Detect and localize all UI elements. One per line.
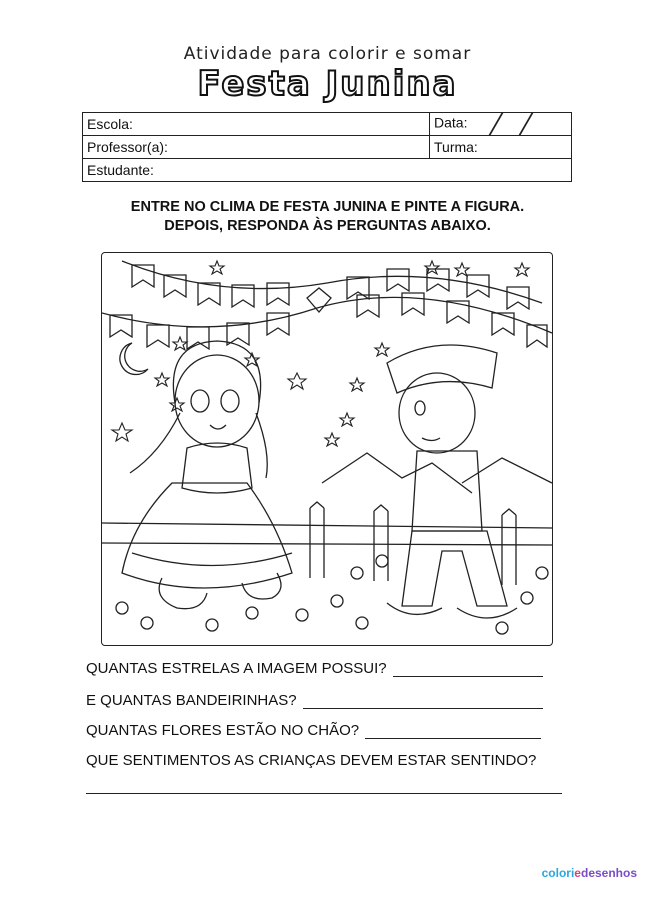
instruction-line-2: DEPOIS, RESPONDA ÀS PERGUNTAS ABAIXO. (164, 218, 491, 234)
teacher-field[interactable] (83, 136, 430, 159)
question-2-text: E QUANTAS BANDEIRINHAS? (86, 692, 297, 709)
girl-figure (122, 341, 292, 609)
question-1-text: QUANTAS ESTRELAS A IMAGEM POSSUI? (86, 660, 387, 677)
instructions (0, 198, 655, 236)
question-2 (86, 692, 543, 709)
teacher-label: Professor(a): (87, 139, 168, 155)
page-title: Festa Junina (197, 64, 458, 104)
instruction-line-1: ENTRE NO CLIMA DE FESTA JUNINA E PINTE A FIGURA. (130, 199, 525, 215)
answer-line-2[interactable] (303, 707, 543, 709)
answer-line-4[interactable] (86, 793, 562, 794)
question-1 (86, 660, 543, 677)
festa-junina-drawing (102, 253, 552, 645)
date-label: Data: (434, 114, 468, 131)
logo-part-3: desenhos (580, 866, 637, 880)
question-3-text: QUANTAS FLORES ESTÃO NO CHÃO? (86, 722, 360, 739)
student-field[interactable] (83, 159, 572, 182)
question-3 (86, 722, 541, 739)
fence (102, 502, 552, 585)
logo-part-2: e (574, 866, 581, 880)
question-4-text: QUE SENTIMENTOS AS CRIANÇAS DEVEM ESTAR SENTINDO? (86, 752, 537, 769)
answer-line-1[interactable] (393, 675, 543, 677)
boy-figure (387, 345, 517, 618)
ground-flowers (116, 555, 548, 634)
class-field[interactable] (430, 136, 572, 159)
student-label: Estudante: (87, 162, 154, 178)
balloon-kite (307, 288, 331, 312)
coloring-illustration (101, 252, 553, 646)
student-info-table (82, 112, 572, 182)
school-field[interactable] (83, 113, 430, 136)
school-label: Escola: (87, 116, 133, 132)
activity-subtitle: Atividade para colorir e somar (183, 44, 472, 64)
site-logo (542, 866, 637, 880)
answer-line-3[interactable] (365, 737, 541, 739)
question-4 (86, 752, 536, 769)
logo-part-1: colori (541, 866, 575, 880)
moon (120, 343, 148, 375)
date-separators (481, 113, 541, 135)
class-label: Turma: (434, 139, 478, 155)
date-field[interactable] (430, 113, 572, 136)
